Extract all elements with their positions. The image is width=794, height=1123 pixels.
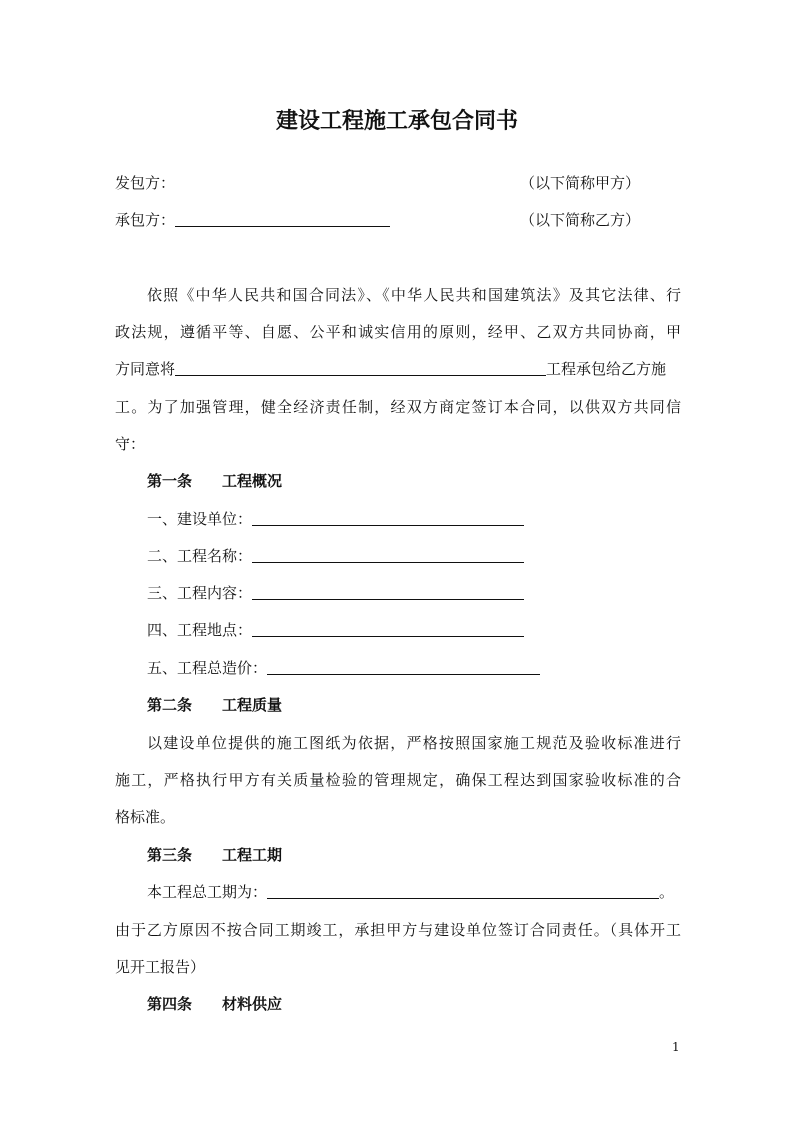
overview-item: 二、工程名称： xyxy=(147,545,524,567)
document-title: 建设工程施工承包合同书 xyxy=(275,109,518,134)
preamble-line: 依照《中华人民共和国合同法》、《中华人民共和国建筑法》及其它法律、行 xyxy=(147,286,681,304)
paragraph-line: 格标准。 xyxy=(115,808,176,826)
field-blank[interactable] xyxy=(252,545,524,563)
employer-label: 发包方： xyxy=(115,174,176,192)
article-heading: 第四条 材料供应 xyxy=(147,995,283,1013)
preamble-text: 工程承包给乙方施 xyxy=(546,360,667,378)
field-blank[interactable] xyxy=(267,657,540,675)
field-blank[interactable] xyxy=(252,619,524,637)
contractor-label: 承包方： xyxy=(115,211,176,229)
paragraph-line: 由于乙方原因不按合同工期竣工，承担甲方与建设单位签订合同责任。（具体开工 xyxy=(115,921,681,939)
paragraph-line: 施工，严格执行甲方有关质量检验的管理规定，确保工程达到国家验收标准的合 xyxy=(115,771,681,789)
field-blank[interactable] xyxy=(252,508,524,526)
contractor-line xyxy=(115,209,390,231)
article-heading: 第三条 工程工期 xyxy=(147,846,283,864)
period-blank[interactable] xyxy=(267,881,659,899)
article-heading: 第一条 工程概况 xyxy=(147,472,283,490)
overview-item: 一、建设单位： xyxy=(147,508,524,530)
preamble-line xyxy=(115,358,666,380)
period-line: 本工程总工期为： 。 xyxy=(147,883,675,901)
paragraph-line: 以建设单位提供的施工图纸为依据，严格按照国家施工规范及验收标准进行 xyxy=(147,734,681,752)
article-heading: 第二条 工程质量 xyxy=(147,696,283,714)
overview-item: 五、工程总造价： xyxy=(147,657,540,679)
page-number: 1 xyxy=(672,1040,680,1054)
employer-note: （以下简称甲方） xyxy=(520,174,641,192)
preamble-text: 方同意将 xyxy=(115,360,176,378)
overview-item: 三、工程内容： xyxy=(147,582,524,604)
preamble-line: 政法规，遵循平等、自愿、公平和诚实信用的原则，经甲、乙双方共同协商，甲 xyxy=(115,323,681,341)
contractor-note: （以下简称乙方） xyxy=(520,211,641,229)
field-blank[interactable] xyxy=(252,582,524,600)
paragraph-line: 见开工报告） xyxy=(115,958,206,976)
overview-item: 四、工程地点： xyxy=(147,619,524,641)
project-blank[interactable] xyxy=(175,358,546,376)
preamble-line: 工。为了加强管理，健全经济责任制，经双方商定签订本合同，以供双方共同信 xyxy=(115,398,681,416)
preamble-line: 守： xyxy=(115,435,146,453)
contractor-blank[interactable] xyxy=(175,209,390,227)
